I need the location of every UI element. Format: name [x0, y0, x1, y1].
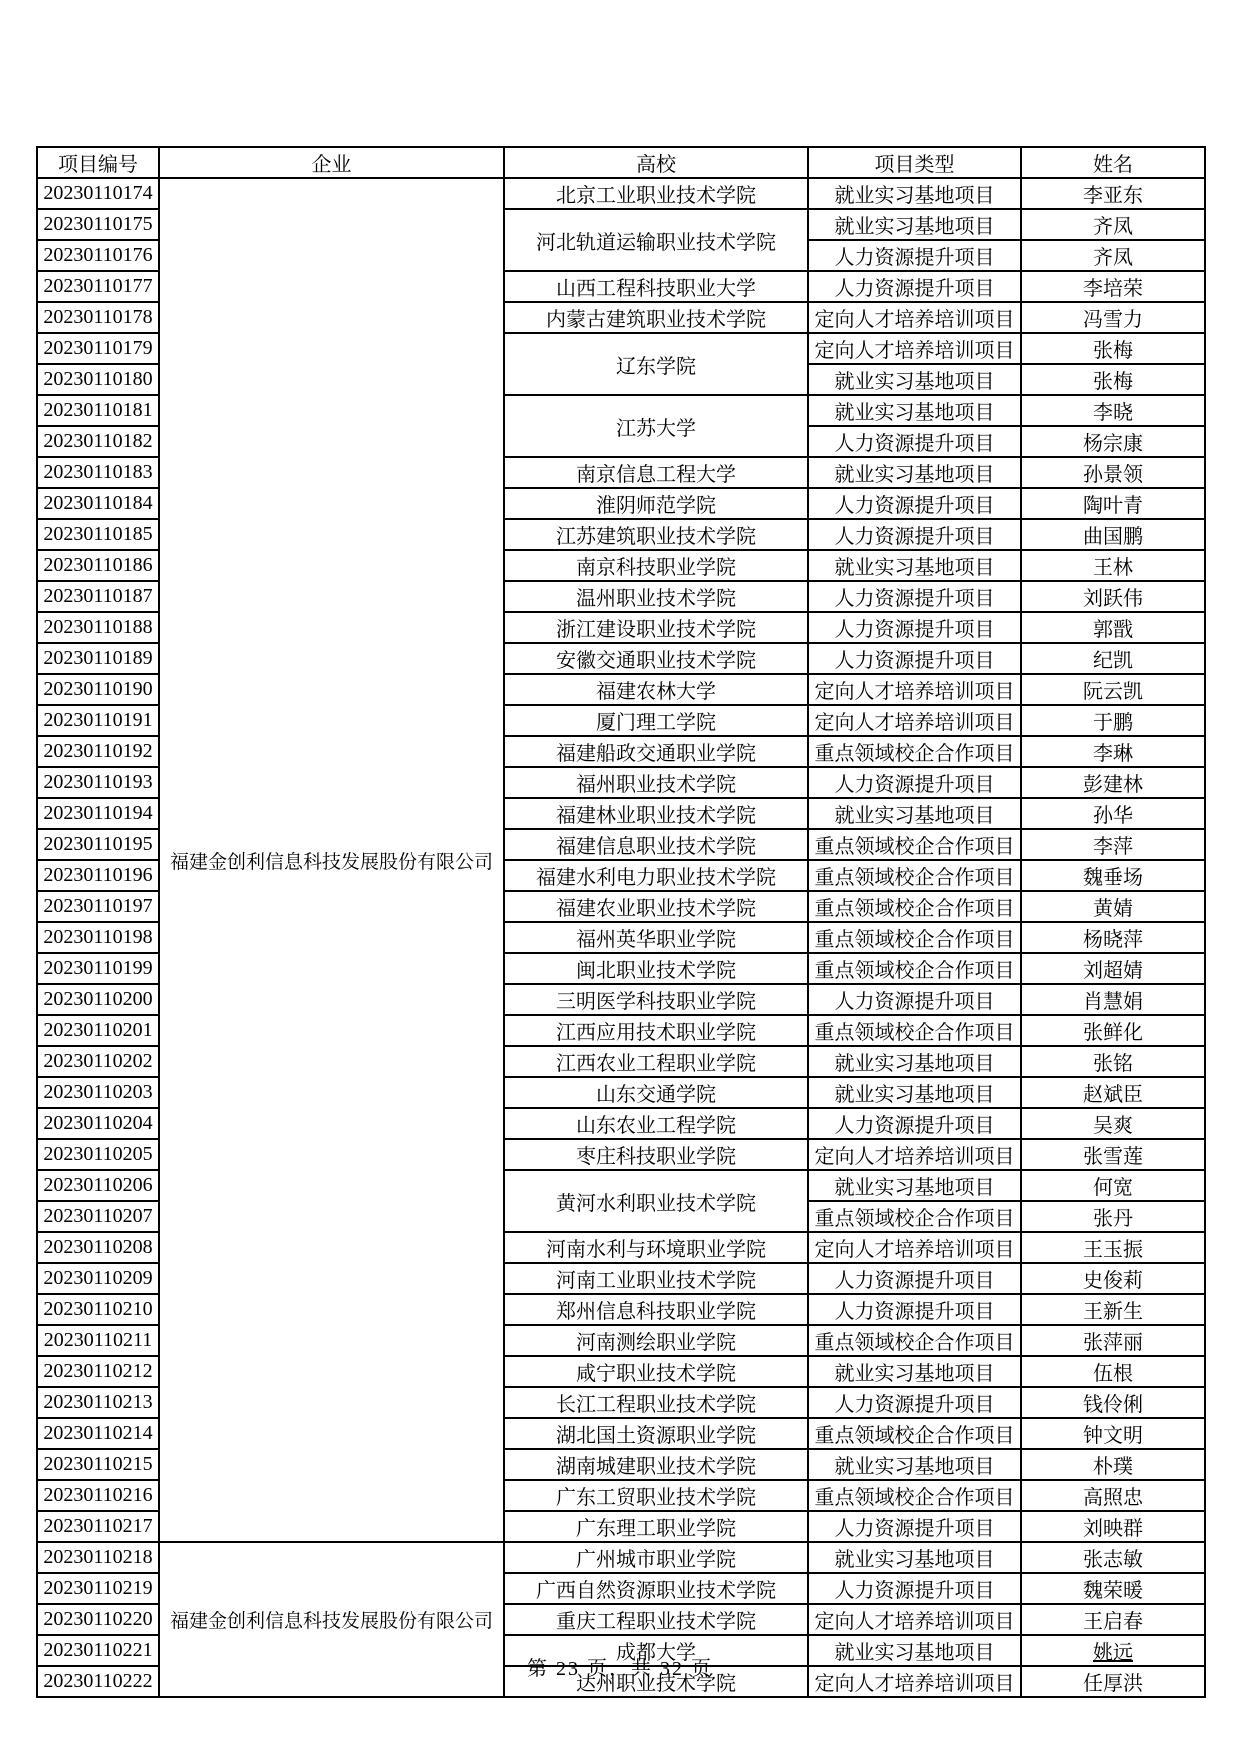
school-cell: 闽北职业技术学院 — [504, 953, 808, 984]
school-cell: 厦门理工学院 — [504, 705, 808, 736]
school-cell: 广西自然资源职业技术学院 — [504, 1573, 808, 1604]
project-id-cell: 20230110206 — [37, 1170, 159, 1201]
project-type-cell: 定向人才培养培训项目 — [808, 1232, 1021, 1263]
project-type-cell: 就业实习基地项目 — [808, 1356, 1021, 1387]
project-type-cell: 重点领域校企合作项目 — [808, 922, 1021, 953]
project-type-cell: 就业实习基地项目 — [808, 1449, 1021, 1480]
school-cell: 山东交通学院 — [504, 1077, 808, 1108]
person-name-cell: 张丹 — [1021, 1201, 1205, 1232]
school-cell: 浙江建设职业技术学院 — [504, 612, 808, 643]
person-name-cell: 齐凤 — [1021, 209, 1205, 240]
person-name-cell: 朴璞 — [1021, 1449, 1205, 1480]
school-cell: 达州职业技术学院 — [504, 1666, 808, 1697]
school-cell: 江西农业工程职业学院 — [504, 1046, 808, 1077]
person-name-cell: 张铭 — [1021, 1046, 1205, 1077]
project-type-cell: 人力资源提升项目 — [808, 1387, 1021, 1418]
project-type-cell: 就业实习基地项目 — [808, 457, 1021, 488]
person-name-cell: 李培荣 — [1021, 271, 1205, 302]
project-id-cell: 20230110183 — [37, 457, 159, 488]
person-name-cell: 纪凯 — [1021, 643, 1205, 674]
person-name-cell: 曲国鹏 — [1021, 519, 1205, 550]
person-name-cell: 张雪莲 — [1021, 1139, 1205, 1170]
project-id-cell: 20230110179 — [37, 333, 159, 364]
project-id-cell: 20230110208 — [37, 1232, 159, 1263]
school-cell: 河北轨道运输职业技术学院 — [504, 209, 808, 271]
school-cell: 福建水利电力职业技术学院 — [504, 860, 808, 891]
person-name-cell: 张鲜化 — [1021, 1015, 1205, 1046]
person-name-cell: 郭戬 — [1021, 612, 1205, 643]
person-name-cell: 黄婧 — [1021, 891, 1205, 922]
person-name-cell: 肖慧娟 — [1021, 984, 1205, 1015]
school-cell: 江苏建筑职业技术学院 — [504, 519, 808, 550]
person-name-cell: 孙景领 — [1021, 457, 1205, 488]
project-type-cell: 就业实习基地项目 — [808, 395, 1021, 426]
table-row — [37, 178, 1205, 209]
school-cell: 福建农业职业技术学院 — [504, 891, 808, 922]
project-id-cell: 20230110221 — [37, 1635, 159, 1666]
school-cell: 山西工程科技职业大学 — [504, 271, 808, 302]
project-id-cell: 20230110211 — [37, 1325, 159, 1356]
project-id-cell: 20230110218 — [37, 1542, 159, 1573]
person-name-cell: 王玉振 — [1021, 1232, 1205, 1263]
project-type-cell: 重点领域校企合作项目 — [808, 860, 1021, 891]
project-type-cell: 定向人才培养培训项目 — [808, 1604, 1021, 1635]
project-id-cell: 20230110219 — [37, 1573, 159, 1604]
project-type-cell: 人力资源提升项目 — [808, 1263, 1021, 1294]
project-id-cell: 20230110207 — [37, 1201, 159, 1232]
person-name-cell: 吴爽 — [1021, 1108, 1205, 1139]
project-type-cell: 人力资源提升项目 — [808, 426, 1021, 457]
project-id-cell: 20230110220 — [37, 1604, 159, 1635]
person-name-cell: 魏荣暖 — [1021, 1573, 1205, 1604]
person-name-cell: 阮云凯 — [1021, 674, 1205, 705]
project-type-cell: 重点领域校企合作项目 — [808, 1480, 1021, 1511]
school-cell: 广州城市职业学院 — [504, 1542, 808, 1573]
project-type-cell: 人力资源提升项目 — [808, 984, 1021, 1015]
project-id-cell: 20230110177 — [37, 271, 159, 302]
project-id-cell: 20230110204 — [37, 1108, 159, 1139]
project-type-cell: 就业实习基地项目 — [808, 1077, 1021, 1108]
school-cell: 枣庄科技职业学院 — [504, 1139, 808, 1170]
person-name-cell: 杨晓萍 — [1021, 922, 1205, 953]
school-cell: 重庆工程职业技术学院 — [504, 1604, 808, 1635]
project-type-cell: 就业实习基地项目 — [808, 550, 1021, 581]
enterprise-cell: 福建金创利信息科技发展股份有限公司 — [159, 1542, 504, 1697]
school-cell: 长江工程职业技术学院 — [504, 1387, 808, 1418]
project-type-cell: 重点领域校企合作项目 — [808, 891, 1021, 922]
school-cell: 广东工贸职业技术学院 — [504, 1480, 808, 1511]
project-id-cell: 20230110186 — [37, 550, 159, 581]
project-id-cell: 20230110184 — [37, 488, 159, 519]
person-name-cell: 张志敏 — [1021, 1542, 1205, 1573]
project-id-cell: 20230110214 — [37, 1418, 159, 1449]
person-name-cell: 刘超婧 — [1021, 953, 1205, 984]
project-type-cell: 人力资源提升项目 — [808, 488, 1021, 519]
project-type-cell: 人力资源提升项目 — [808, 1511, 1021, 1542]
project-type-cell: 人力资源提升项目 — [808, 519, 1021, 550]
project-type-cell: 人力资源提升项目 — [808, 271, 1021, 302]
project-id-cell: 20230110202 — [37, 1046, 159, 1077]
person-name-cell: 钱伶俐 — [1021, 1387, 1205, 1418]
project-id-cell: 20230110195 — [37, 829, 159, 860]
project-type-cell: 人力资源提升项目 — [808, 1294, 1021, 1325]
school-cell: 淮阴师范学院 — [504, 488, 808, 519]
person-name-cell: 齐凤 — [1021, 240, 1205, 271]
project-type-cell: 重点领域校企合作项目 — [808, 1418, 1021, 1449]
school-cell: 黄河水利职业技术学院 — [504, 1170, 808, 1232]
col-header-person-name: 姓名 — [1021, 147, 1205, 178]
project-id-cell: 20230110200 — [37, 984, 159, 1015]
project-type-cell: 人力资源提升项目 — [808, 1573, 1021, 1604]
table-header — [37, 147, 1205, 178]
table-row — [37, 1542, 1205, 1573]
person-name-cell: 杨宗康 — [1021, 426, 1205, 457]
project-id-cell: 20230110215 — [37, 1449, 159, 1480]
project-id-cell: 20230110201 — [37, 1015, 159, 1046]
project-type-cell: 定向人才培养培训项目 — [808, 333, 1021, 364]
project-id-cell: 20230110176 — [37, 240, 159, 271]
project-id-cell: 20230110196 — [37, 860, 159, 891]
school-cell: 江苏大学 — [504, 395, 808, 457]
person-name-cell: 李晓 — [1021, 395, 1205, 426]
project-type-cell: 就业实习基地项目 — [808, 1635, 1021, 1666]
school-cell: 安徽交通职业技术学院 — [504, 643, 808, 674]
person-name-cell: 陶叶青 — [1021, 488, 1205, 519]
project-id-cell: 20230110191 — [37, 705, 159, 736]
school-cell: 温州职业技术学院 — [504, 581, 808, 612]
project-type-cell: 就业实习基地项目 — [808, 1170, 1021, 1201]
school-cell: 南京信息工程大学 — [504, 457, 808, 488]
col-header-project-id: 项目编号 — [37, 147, 159, 178]
project-type-cell: 重点领域校企合作项目 — [808, 736, 1021, 767]
project-type-cell: 定向人才培养培训项目 — [808, 705, 1021, 736]
school-cell: 福建船政交通职业学院 — [504, 736, 808, 767]
school-cell: 内蒙古建筑职业技术学院 — [504, 302, 808, 333]
person-name-cell: 何宽 — [1021, 1170, 1205, 1201]
school-cell: 广东理工职业学院 — [504, 1511, 808, 1542]
header-row — [37, 147, 1205, 178]
project-id-cell: 20230110217 — [37, 1511, 159, 1542]
project-type-cell: 就业实习基地项目 — [808, 1542, 1021, 1573]
school-cell: 河南水利与环境职业学院 — [504, 1232, 808, 1263]
school-cell: 湖南城建职业技术学院 — [504, 1449, 808, 1480]
project-type-cell: 重点领域校企合作项目 — [808, 1201, 1021, 1232]
page-footer: 第 23 页，共 32 页 — [527, 1658, 713, 1680]
table-body — [37, 178, 1205, 1697]
school-cell: 福州英华职业学院 — [504, 922, 808, 953]
person-name-cell: 李萍 — [1021, 829, 1205, 860]
project-id-cell: 20230110175 — [37, 209, 159, 240]
project-type-cell: 就业实习基地项目 — [808, 364, 1021, 395]
project-id-cell: 20230110194 — [37, 798, 159, 829]
project-type-cell: 重点领域校企合作项目 — [808, 1325, 1021, 1356]
person-name-cell: 李琳 — [1021, 736, 1205, 767]
school-cell: 山东农业工程学院 — [504, 1108, 808, 1139]
project-type-cell: 就业实习基地项目 — [808, 798, 1021, 829]
person-name-cell: 史俊莉 — [1021, 1263, 1205, 1294]
project-type-cell: 人力资源提升项目 — [808, 612, 1021, 643]
project-type-cell: 定向人才培养培训项目 — [808, 1139, 1021, 1170]
person-name-cell: 孙华 — [1021, 798, 1205, 829]
project-id-cell: 20230110192 — [37, 736, 159, 767]
person-name-cell: 伍根 — [1021, 1356, 1205, 1387]
person-name-cell: 赵斌臣 — [1021, 1077, 1205, 1108]
school-cell: 福州职业技术学院 — [504, 767, 808, 798]
project-id-cell: 20230110185 — [37, 519, 159, 550]
school-cell: 北京工业职业技术学院 — [504, 178, 808, 209]
project-type-cell: 人力资源提升项目 — [808, 1108, 1021, 1139]
project-id-cell: 20230110182 — [37, 426, 159, 457]
school-cell: 河南工业职业技术学院 — [504, 1263, 808, 1294]
school-cell: 湖北国土资源职业学院 — [504, 1418, 808, 1449]
col-header-enterprise: 企业 — [159, 147, 504, 178]
underlined-name: 姚远 — [1093, 1642, 1133, 1664]
project-id-cell: 20230110187 — [37, 581, 159, 612]
project-type-cell: 人力资源提升项目 — [808, 767, 1021, 798]
project-id-cell: 20230110198 — [37, 922, 159, 953]
school-cell: 咸宁职业技术学院 — [504, 1356, 808, 1387]
project-type-cell: 就业实习基地项目 — [808, 1046, 1021, 1077]
project-id-cell: 20230110213 — [37, 1387, 159, 1418]
project-type-cell: 人力资源提升项目 — [808, 581, 1021, 612]
project-id-cell: 20230110197 — [37, 891, 159, 922]
person-name-cell: 张梅 — [1021, 364, 1205, 395]
person-name-cell: 钟文明 — [1021, 1418, 1205, 1449]
project-id-cell: 20230110199 — [37, 953, 159, 984]
project-id-cell: 20230110222 — [37, 1666, 159, 1697]
school-cell: 郑州信息科技职业学院 — [504, 1294, 808, 1325]
project-id-cell: 20230110203 — [37, 1077, 159, 1108]
school-cell: 河南测绘职业学院 — [504, 1325, 808, 1356]
person-name-cell: 王新生 — [1021, 1294, 1205, 1325]
project-type-cell: 重点领域校企合作项目 — [808, 953, 1021, 984]
school-cell: 福建信息职业技术学院 — [504, 829, 808, 860]
project-id-cell: 20230110174 — [37, 178, 159, 209]
project-id-cell: 20230110212 — [37, 1356, 159, 1387]
school-cell: 福建农林大学 — [504, 674, 808, 705]
enterprise-cell: 福建金创利信息科技发展股份有限公司 — [159, 178, 504, 1542]
school-cell: 福建林业职业技术学院 — [504, 798, 808, 829]
project-type-cell: 人力资源提升项目 — [808, 240, 1021, 271]
project-id-cell: 20230110205 — [37, 1139, 159, 1170]
project-type-cell: 就业实习基地项目 — [808, 209, 1021, 240]
project-id-cell: 20230110178 — [37, 302, 159, 333]
school-cell: 辽东学院 — [504, 333, 808, 395]
person-name-cell: 刘跃伟 — [1021, 581, 1205, 612]
school-cell: 南京科技职业学院 — [504, 550, 808, 581]
person-name-cell: 魏垂场 — [1021, 860, 1205, 891]
project-type-cell: 定向人才培养培训项目 — [808, 1666, 1021, 1697]
project-type-cell: 人力资源提升项目 — [808, 643, 1021, 674]
person-name-cell: 于鹏 — [1021, 705, 1205, 736]
project-id-cell: 20230110190 — [37, 674, 159, 705]
person-name-cell: 李亚东 — [1021, 178, 1205, 209]
project-id-cell: 20230110210 — [37, 1294, 159, 1325]
project-id-cell: 20230110189 — [37, 643, 159, 674]
person-name-cell: 任厚洪 — [1021, 1666, 1205, 1697]
person-name-cell: 王林 — [1021, 550, 1205, 581]
project-type-cell: 重点领域校企合作项目 — [808, 829, 1021, 860]
col-header-project-type: 项目类型 — [808, 147, 1021, 178]
person-name-cell: 高照忠 — [1021, 1480, 1205, 1511]
person-name-cell: 王启春 — [1021, 1604, 1205, 1635]
school-cell: 成都大学 — [504, 1635, 808, 1666]
person-name-cell: 张梅 — [1021, 333, 1205, 364]
projects-table — [36, 146, 1206, 1698]
project-type-cell: 定向人才培养培训项目 — [808, 674, 1021, 705]
project-id-cell: 20230110188 — [37, 612, 159, 643]
school-cell: 江西应用技术职业学院 — [504, 1015, 808, 1046]
project-type-cell: 重点领域校企合作项目 — [808, 1015, 1021, 1046]
person-name-cell: 冯雪力 — [1021, 302, 1205, 333]
project-type-cell: 定向人才培养培训项目 — [808, 302, 1021, 333]
project-type-cell: 就业实习基地项目 — [808, 178, 1021, 209]
project-id-cell: 20230110180 — [37, 364, 159, 395]
project-id-cell: 20230110216 — [37, 1480, 159, 1511]
person-name-cell: 彭建林 — [1021, 767, 1205, 798]
person-name-cell: 张萍丽 — [1021, 1325, 1205, 1356]
project-id-cell: 20230110209 — [37, 1263, 159, 1294]
school-cell: 三明医学科技职业学院 — [504, 984, 808, 1015]
project-id-cell: 20230110181 — [37, 395, 159, 426]
col-header-school: 高校 — [504, 147, 808, 178]
person-name-cell: 刘映群 — [1021, 1511, 1205, 1542]
project-id-cell: 20230110193 — [37, 767, 159, 798]
